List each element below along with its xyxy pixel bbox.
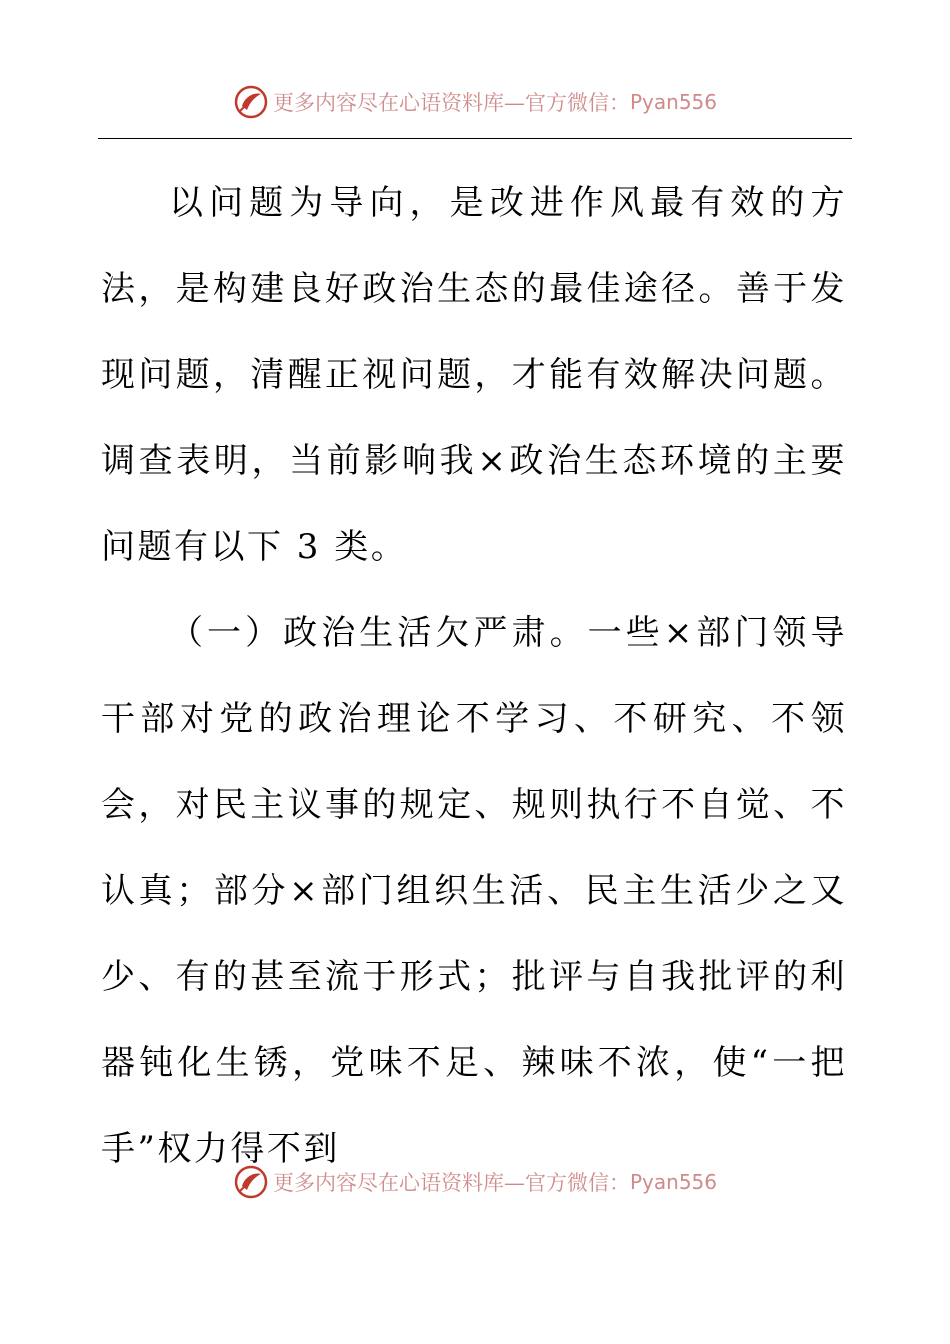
paragraph: （一）政治生活欠严肃。一些×部门领导干部对党的政治理论不学习、不研究、不领会，对民主议事的规定、规则执行不自觉、不认真；部分×部门组织生活、民主生活少之又少、有的甚至流于形式；批评与自我批评的利器钝化生锈，党味不足、辣味不浓，使“一把手”权力得不到 [101, 613, 847, 1169]
logo-icon [233, 1164, 269, 1200]
footer-wechat-id: Pyan556 [629, 1170, 717, 1194]
header-wechat-id: Pyan556 [629, 90, 717, 114]
footer-site-text: 更多内容尽在心语资料库—官方微信： [272, 1171, 630, 1195]
logo-icon [233, 84, 269, 120]
header-site-text: 更多内容尽在心语资料库—官方微信： [272, 91, 630, 115]
document-body [101, 160, 847, 1192]
header-divider [98, 138, 852, 139]
header-banner [0, 82, 950, 122]
paragraph: 以问题为导向，是改进作风最有效的方法，是构建良好政治生态的最佳途径。善于发现问题，清醒正视问题，才能有效解决问题。调查表明，当前影响我×政治生态环境的主要问题有以下 3 类。 [101, 183, 847, 567]
footer-banner [0, 1162, 950, 1202]
